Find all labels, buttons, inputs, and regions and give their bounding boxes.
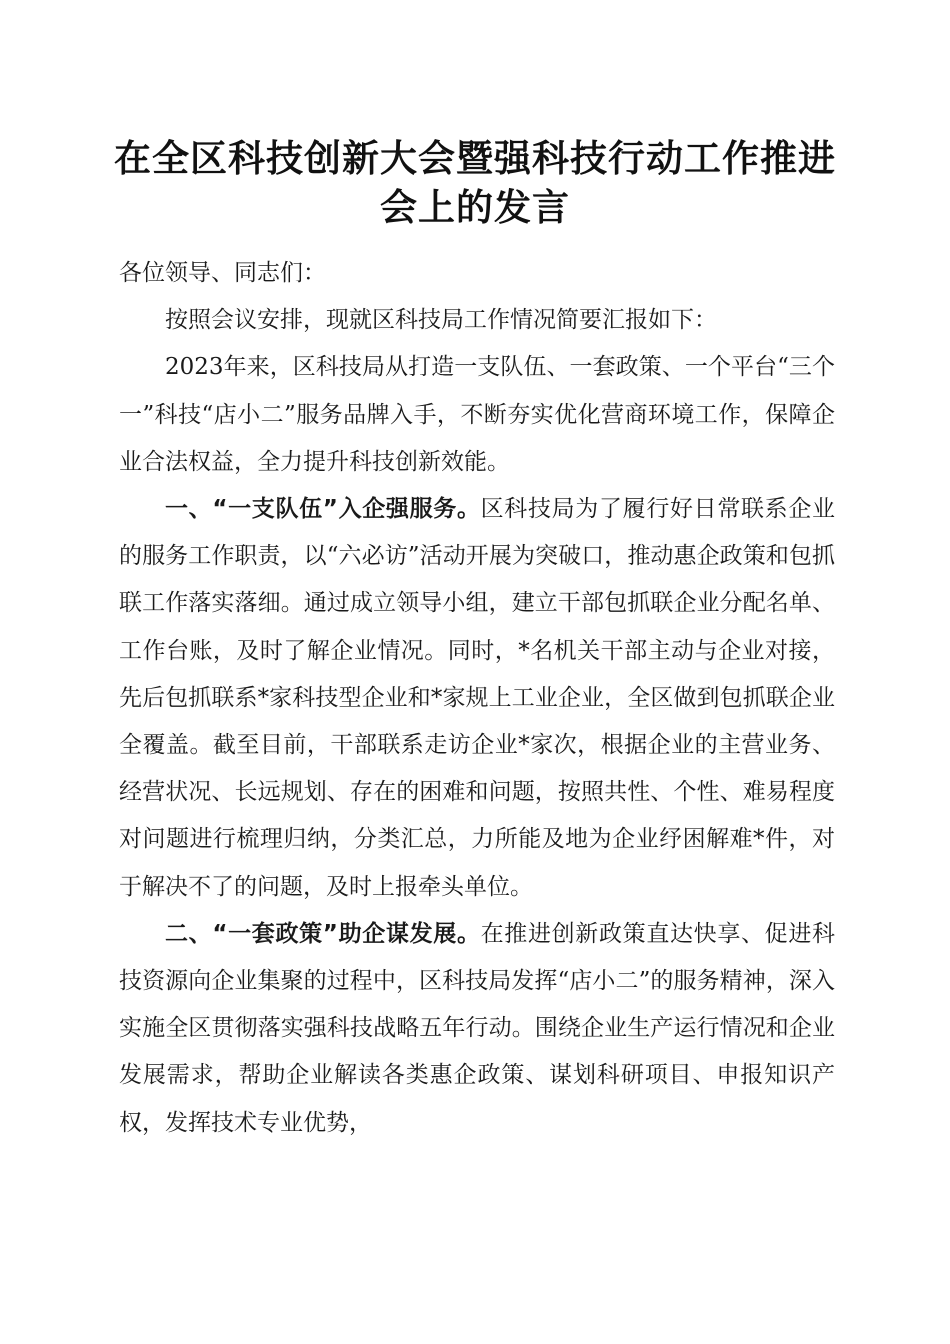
paragraph-text: 按照会议安排，现就区科技局工作情况简要汇报如下：: [165, 307, 717, 334]
paragraph-intro: [119, 297, 835, 344]
paragraph-section-2: [119, 911, 835, 1147]
salutation: 各位领导、同志们：: [119, 260, 326, 286]
paragraph-text: 2023年来，区科技局从打造一支队伍、一套政策、一个平台“三个一”科技“店小二”服务品牌入手，不断夯实优化营商环境工作，保障企业合法权益，全力提升科技创新效能。: [119, 354, 835, 475]
paragraph-text: 在推进创新政策直达快享、促进科技资源向企业集聚的过程中，区科技局发挥“店小二”的服务精神，深入实施全区贯彻落实强科技战略五年行动。围绕企业生产运行情况和企业发展需求，帮助企业解读各类惠企政策、谋划科研项目、申报知识产权，发挥技术专业优势，: [119, 920, 836, 1136]
document-body: [119, 250, 835, 1147]
section-heading-2: 二、“一套政策”助企谋发展。: [165, 920, 481, 947]
paragraph-section-1: [119, 486, 835, 911]
paragraph-text: 区科技局为了履行好日常联系企业的服务工作职责，以“六必访”活动开展为突破口，推动惠企政策和包抓联工作落实落细。通过成立领导小组，建立干部包抓联企业分配名单、工作台账，及时了解企业情况。同时，*名机关干部主动与企业对接，先后包抓联系*家科技型企业和*家规上工业企业，全区做到包抓联企业全覆盖。截至目前，干部联系走访企业*家次，根据企业的主营业务、经营状况、长远规划、存在的困难和问题，按照共性、个性、难易程度对问题进行梳理归纳，分类汇总，力所能及地为企业纾困解难*件，对于解决不了的问题，及时上报牵头单位。: [119, 496, 836, 900]
section-heading-1: 一、“一支队伍”入企强服务。: [165, 496, 481, 523]
paragraph-overview: [119, 344, 835, 486]
document-title: 在全区科技创新大会暨强科技行动工作推进会上的发言: [114, 136, 836, 229]
